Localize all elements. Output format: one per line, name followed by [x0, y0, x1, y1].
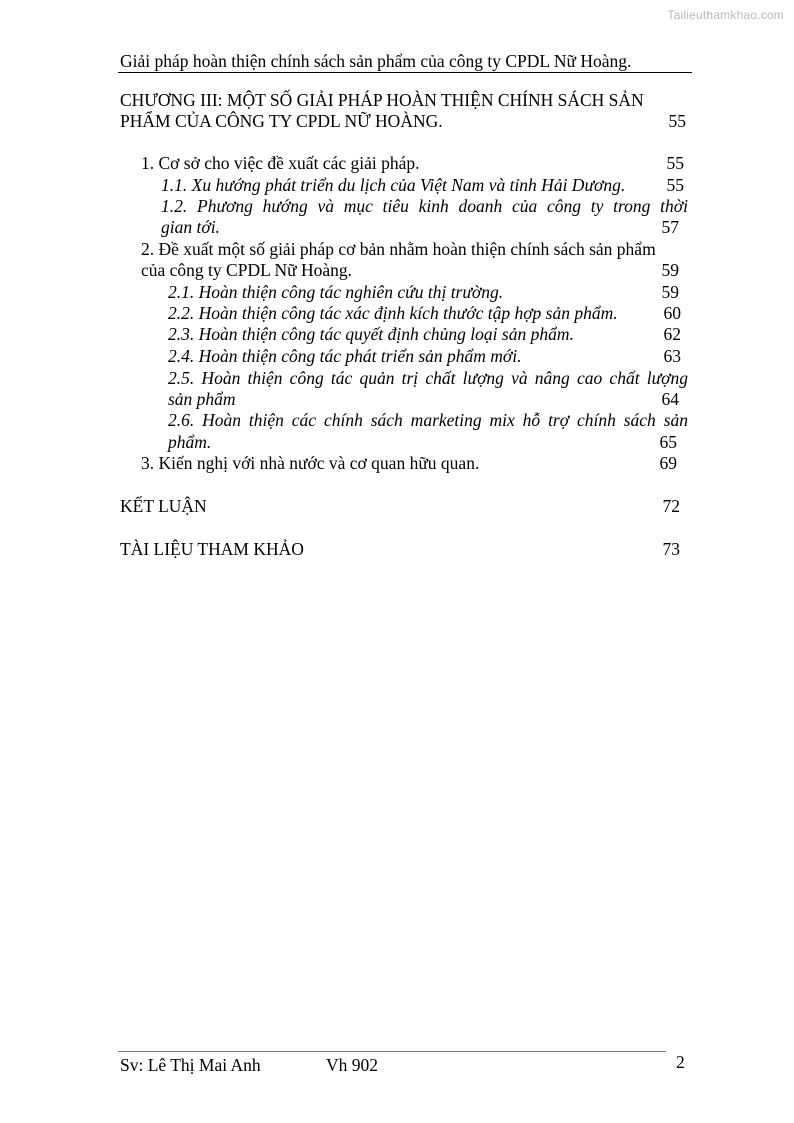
- toc-chapter-line-2: PHẨM CỦA CÔNG TY CPDL NỮ HOÀNG.: [120, 111, 443, 131]
- toc-section-2-1-page: 59: [661, 282, 679, 302]
- toc-section-2-5-page: 64: [661, 389, 679, 409]
- toc-conclusion: KẾT LUẬN: [120, 496, 207, 516]
- toc-section-2-4: 2.4. Hoàn thiện công tác phát triển sản phẩm mới.: [168, 346, 522, 366]
- toc-section-1: 1. Cơ sở cho việc đề xuất các giải pháp.: [141, 153, 420, 173]
- toc-section-2-2-page: 60: [663, 303, 681, 323]
- toc-section-2-3-page: 62: [663, 324, 681, 344]
- toc-section-2-2: 2.2. Hoàn thiện công tác xác định kích thước tập hợp sản phẩm.: [168, 303, 618, 323]
- footer-class-code: Vh 902: [326, 1055, 379, 1075]
- toc-section-2-line-1: 2. Đề xuất một số giải pháp cơ bản nhằm hoàn thiện chính sách sản phẩm: [141, 239, 656, 259]
- toc-section-2-6-page: 65: [659, 432, 677, 452]
- toc-chapter-page: 55: [668, 111, 686, 131]
- toc-references-page: 73: [662, 539, 680, 559]
- watermark: Tailieuthamkhao.com: [667, 8, 784, 22]
- toc-section-2-6-line-2: phẩm.: [168, 432, 212, 452]
- toc-section-2-6-line-1: 2.6. Hoàn thiện các chính sách marketing mix hỗ trợ chính sách sản: [168, 410, 688, 430]
- toc-section-1-2-line-2: gian tới.: [161, 217, 220, 237]
- toc-section-2-page: 59: [661, 260, 679, 280]
- toc-chapter-line-1: CHƯƠNG III: MỘT SỐ GIẢI PHÁP HOÀN THIỆN CHÍNH SÁCH SẢN: [120, 90, 644, 110]
- toc-conclusion-page: 72: [662, 496, 680, 516]
- toc-section-3-page: 69: [659, 453, 677, 473]
- header-rule: [118, 72, 692, 73]
- page-number: 2: [676, 1052, 685, 1072]
- footer-rule: [118, 1051, 666, 1052]
- toc-section-1-2-line-1: 1.2. Phương hướng và mục tiêu kinh doanh của công ty trong thời: [161, 196, 688, 216]
- running-header: Giải pháp hoàn thiện chính sách sản phẩm của công ty CPDL Nữ Hoàng.: [120, 51, 632, 71]
- toc-section-2-line-2: của công ty CPDL Nữ Hoàng.: [141, 260, 353, 280]
- toc-section-1-1: 1.1. Xu hướng phát triển du lịch của Việt Nam và tỉnh Hải Dương.: [161, 175, 626, 195]
- toc-section-2-5-line-1: 2.5. Hoàn thiện công tác quản trị chất lượng và nâng cao chất lượng: [168, 368, 688, 388]
- toc-section-2-5-line-2: sản phẩm: [168, 389, 236, 409]
- footer-student: Sv: Lê Thị Mai Anh: [120, 1055, 261, 1075]
- toc-section-1-page: 55: [666, 153, 684, 173]
- toc-section-1-2-page: 57: [661, 217, 679, 237]
- toc-section-1-1-page: 55: [666, 175, 684, 195]
- toc-section-3: 3. Kiến nghị với nhà nước và cơ quan hữu quan.: [141, 453, 480, 473]
- toc-section-2-4-page: 63: [663, 346, 681, 366]
- toc-references: TÀI LIỆU THAM KHẢO: [120, 539, 304, 559]
- toc-section-2-3: 2.3. Hoàn thiện công tác quyết định chủng loại sản phẩm.: [168, 324, 574, 344]
- toc-section-2-1: 2.1. Hoàn thiện công tác nghiên cứu thị trường.: [168, 282, 504, 302]
